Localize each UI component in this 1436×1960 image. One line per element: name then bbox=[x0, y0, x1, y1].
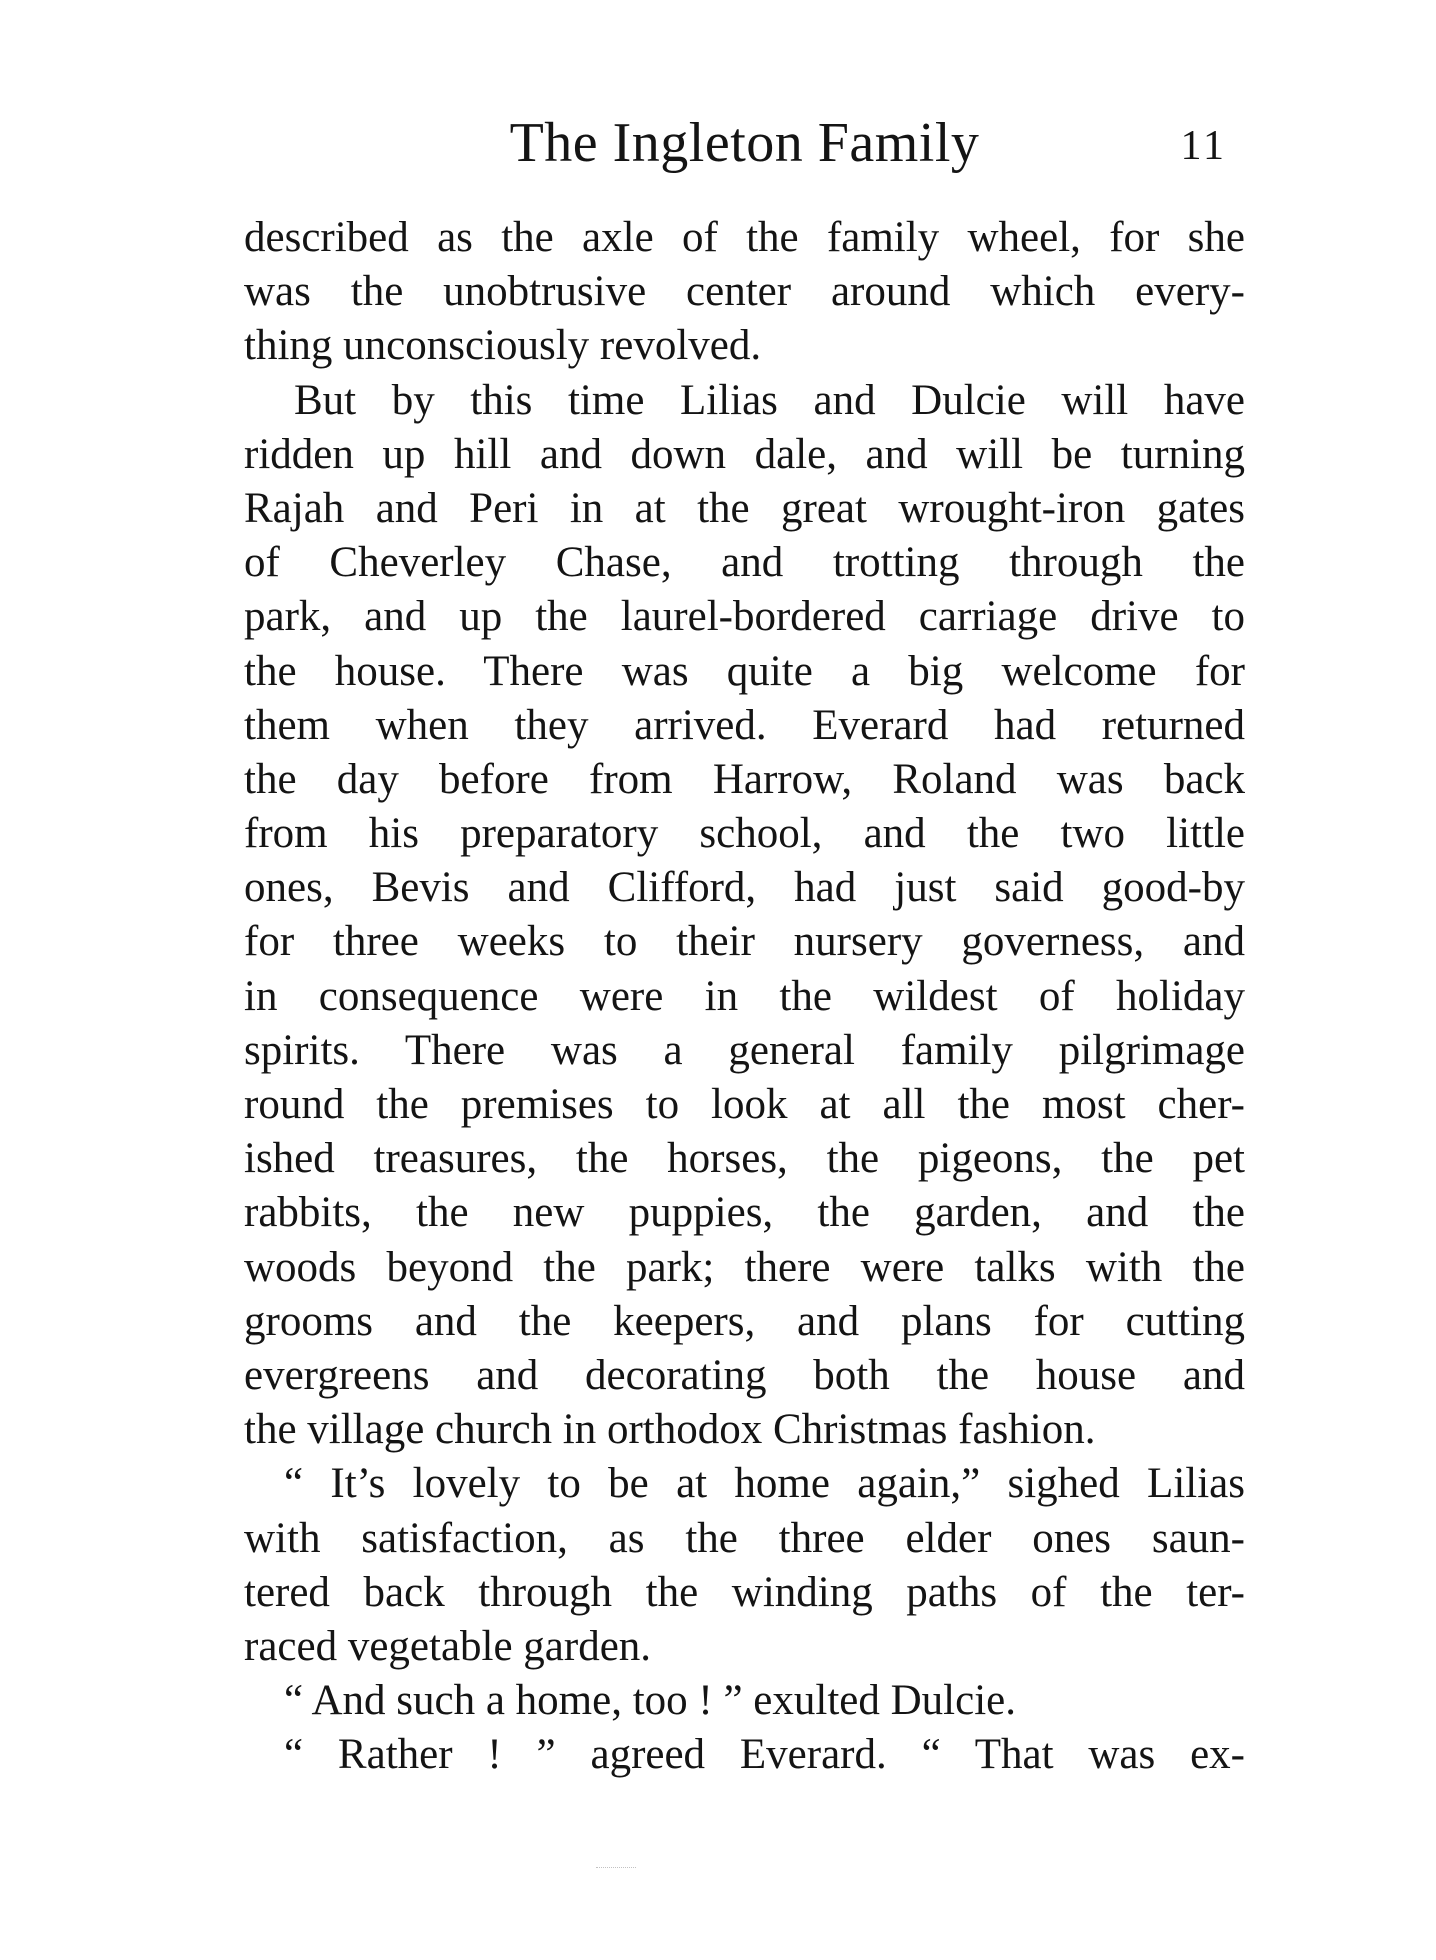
text-line: for three weeks to their nursery governess, and bbox=[244, 918, 1245, 966]
text-line: spirits. There was a general family pilgrimage bbox=[244, 1026, 1245, 1074]
text-line: “ Rather ! ” agreed Everard. “ That was ex- bbox=[284, 1731, 1245, 1779]
text-line: in consequence were in the wildest of holiday bbox=[244, 972, 1245, 1020]
text-line: But by this time Lilias and Dulcie will have bbox=[294, 376, 1245, 424]
text-line: grooms and the keepers, and plans for cutting bbox=[244, 1297, 1245, 1345]
running-title: The Ingleton Family bbox=[509, 112, 980, 174]
text-line: the village church in orthodox Christmas fashion. bbox=[244, 1406, 1096, 1454]
text-line: “ And such a home, too ! ” exulted Dulcie. bbox=[284, 1677, 1016, 1725]
text-line: thing unconsciously revolved. bbox=[244, 322, 762, 370]
text-line: raced vegetable garden. bbox=[244, 1622, 652, 1670]
text-line: the house. There was quite a big welcome for bbox=[244, 647, 1245, 695]
text-line: described as the axle of the family wheel, for she bbox=[244, 214, 1245, 261]
page-number: 11 bbox=[1180, 123, 1227, 169]
scan-speck bbox=[596, 1867, 636, 1873]
text-line: with satisfaction, as the three elder ones saun- bbox=[244, 1514, 1245, 1562]
text-line: of Cheverley Chase, and trotting through the bbox=[244, 539, 1245, 587]
text-line: “ It’s lovely to be at home again,” sighed Lilias bbox=[284, 1460, 1245, 1508]
page-header bbox=[244, 108, 1245, 178]
text-line: was the unobtrusive center around which every- bbox=[244, 268, 1245, 316]
text-line: Rajah and Peri in at the great wrought-iron gates bbox=[244, 484, 1245, 532]
text-line: park, and up the laurel-bordered carriage drive to bbox=[244, 593, 1245, 641]
text-line: ones, Bevis and Clifford, had just said good-by bbox=[244, 864, 1245, 912]
text-line: ished treasures, the horses, the pigeons, the pet bbox=[244, 1135, 1245, 1183]
text-line: them when they arrived. Everard had returned bbox=[244, 701, 1245, 749]
body-text bbox=[244, 211, 1245, 1782]
text-line: rabbits, the new puppies, the garden, and the bbox=[244, 1189, 1245, 1237]
text-line: from his preparatory school, and the two little bbox=[244, 810, 1245, 858]
text-line: woods beyond the park; there were talks with the bbox=[244, 1243, 1245, 1291]
text-line: round the premises to look at all the most cher- bbox=[244, 1081, 1245, 1128]
text-line: the day before from Harrow, Roland was back bbox=[244, 755, 1245, 803]
text-line: evergreens and decorating both the house and bbox=[244, 1351, 1245, 1399]
text-line: tered back through the winding paths of the ter- bbox=[244, 1568, 1245, 1616]
text-line: ridden up hill and down dale, and will be turning bbox=[244, 430, 1245, 478]
